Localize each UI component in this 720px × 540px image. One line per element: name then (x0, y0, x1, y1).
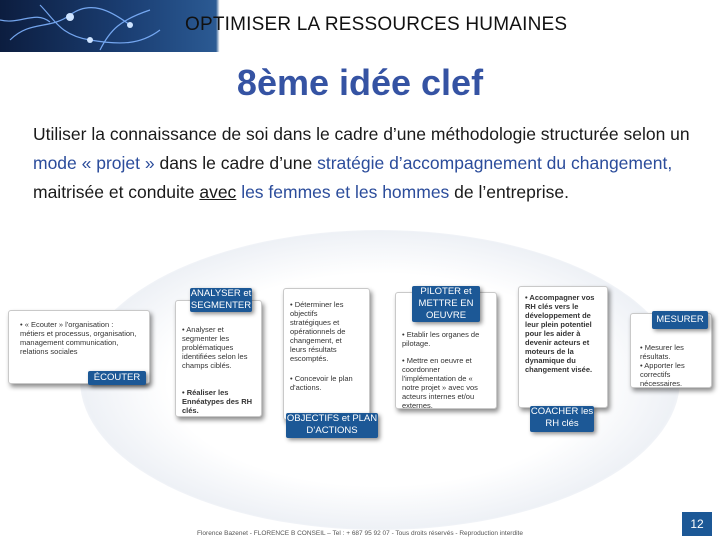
step-objectifs-bullet-1: • Déterminer les objectifs stratégiques et opérationnels de changement, et leurs résultats escomptés. (290, 300, 346, 363)
step-analyser-label: ANALYSER et SEGMENTER (190, 288, 252, 311)
intro-highlight-project: mode « projet » (33, 153, 155, 173)
step-coacher-text: • Accompagner vos RH clés vers le développement de leur plein potentiel pour les aider à devenir acteurs et moteurs de la dynamique du changement visée. (525, 293, 595, 374)
step-ecouter-text: • « Ecouter » l'organisation : métiers et processus, organisation, management communication, relations sociales (20, 320, 137, 356)
header-banner (0, 0, 720, 52)
step-objectifs-bullet-2: • Concevoir le plan d'actions. (290, 374, 353, 392)
intro-paragraph (33, 120, 693, 207)
step-analyser-bullet-2: • Réaliser les Ennéatypes des RH clés. (182, 388, 253, 415)
step-mesurer-label: MESURER (652, 311, 708, 329)
step-analyser-bullet-1: • Analyser et segmenter les problématiques identifiées selon les champs ciblés. (182, 325, 248, 370)
slide-heading: 8ème idée clef (236, 62, 484, 103)
intro-text-1: Utiliser la connaissance de soi dans le cadre d’une méthodologie structurée selon un (33, 124, 690, 144)
footer-copyright: Florence Bazenet - FLORENCE B CONSEIL – Tel : + 687 95 92 07 - Tous droits réservés - Reproduction interdite (197, 530, 523, 537)
step-mesurer-bullet-2: • Apporter les correctifs nécessaires. (640, 361, 685, 388)
step-ecouter-label: ÉCOUTER (88, 371, 146, 385)
step-piloter-label: PILOTER et METTRE EN OEUVRE (412, 286, 480, 322)
step-piloter-bullet-2: • Mettre en oeuvre et coordonner l'implémentation de « notre projet » avec vos acteurs internes et/ou externes. (402, 356, 478, 410)
intro-highlight-people: les femmes et les hommes (241, 182, 450, 202)
intro-underlined: avec (199, 182, 237, 202)
step-coacher-label: COACHER les RH clés (530, 406, 594, 432)
intro-text-2: dans le cadre d’une (154, 153, 318, 173)
step-piloter-bullet-1: • Etablir les organes de pilotage. (402, 330, 480, 348)
header-title: OPTIMISER LA RESSOURCES HUMAINES (185, 14, 568, 35)
intro-highlight-strategy: stratégie d’accompagnement du changement, (317, 153, 673, 173)
step-mesurer-bullet-1: • Mesurer les résultats. (640, 343, 684, 361)
intro-text-5: de l’entreprise. (449, 182, 569, 202)
step-objectifs-label: OBJECTIFS et PLAN D’ACTIONS (286, 413, 378, 436)
intro-text-3: maitrisée et conduite (33, 182, 200, 202)
page-number: 12 (682, 512, 712, 536)
